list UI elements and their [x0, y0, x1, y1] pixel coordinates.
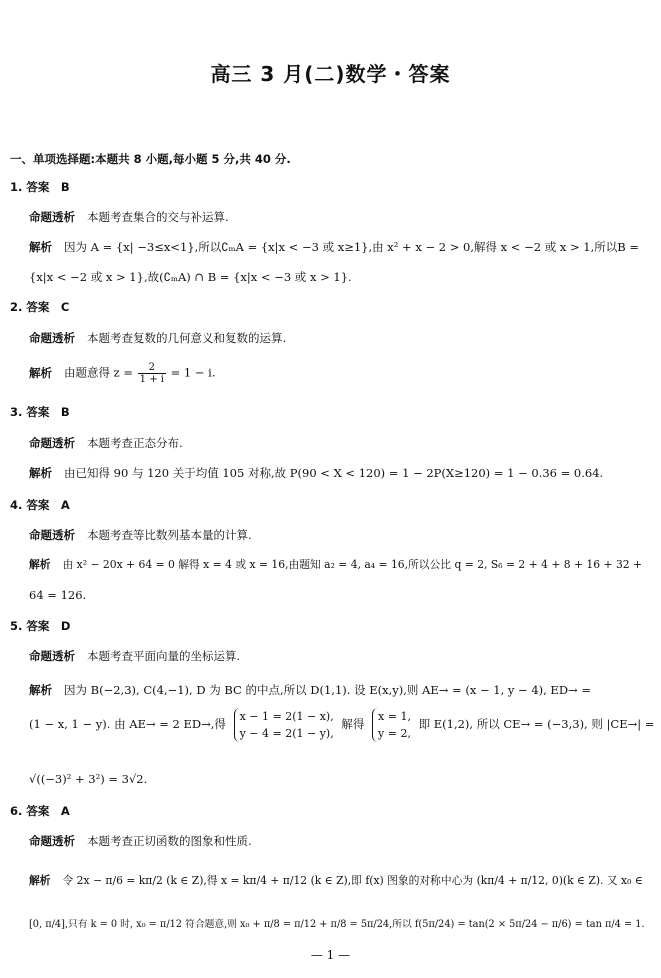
- q4-intent-label: 命题透析: [29, 528, 75, 542]
- q5-solution-line2: [29, 708, 654, 742]
- q5-system-1: [234, 708, 334, 742]
- q4-solution-text1: 由 x² − 20x + 64 = 0 解得 x = 4 或 x = 16,由题知 a₂ = 4, a₄ = 16,所以公比 q = 2, S₆ = 2 + 4 + 8 + 16 + 32 +: [62, 558, 643, 571]
- q5-sys1-eq1: x − 1 = 2(1 − x),: [239, 710, 334, 723]
- q3-solution-text: 由已知得 90 与 120 关于均值 105 对称,故 P(90 < X < 120) = 1 − 2P(X≥120) = 1 − 0.36 = 0.64.: [64, 466, 604, 480]
- q4-intent: [29, 528, 252, 542]
- q6-solution-line1: [29, 874, 643, 888]
- q5-intent: [29, 649, 240, 663]
- page-number: — 1 —: [310, 948, 351, 962]
- q3-intent-text: 本题考查正态分布.: [87, 436, 183, 450]
- q5-solution-text1: 因为 B(−2,3), C(4,−1), D 为 BC 的中点,所以 D(1,1). 设 E(x,y),则 AE→ = (x − 1, y − 4), ED→ =: [64, 683, 591, 697]
- q3-intent: [29, 436, 183, 450]
- q3-intent-label: 命题透析: [29, 436, 75, 450]
- q3-answer: 3. 答案 B: [10, 405, 70, 419]
- q4-solution-label: 解析: [29, 558, 51, 571]
- q1-intent-label: 命题透析: [29, 210, 75, 224]
- q5-system-2: [372, 708, 411, 742]
- q1-answer: 1. 答案 B: [10, 180, 70, 194]
- q5-solution-line1: [29, 683, 591, 697]
- q6-intent: [29, 834, 252, 848]
- q4-solution-line2: 64 = 126.: [29, 588, 87, 602]
- q1-solution-label: 解析: [29, 240, 52, 254]
- q2-intent-text: 本题考查复数的几何意义和复数的运算.: [87, 331, 287, 345]
- q2-fraction: [138, 362, 166, 385]
- q5-intent-text: 本题考查平面向量的坐标运算.: [87, 649, 241, 663]
- q4-answer: 4. 答案 A: [10, 498, 70, 512]
- q2-frac-den: 1 + i: [139, 374, 164, 385]
- q6-solution-label: 解析: [29, 874, 51, 887]
- q5-solution-text2b: 解得: [341, 717, 365, 731]
- q1-solution-text1: 因为 A = {x| −3≤x<1},所以∁ₘA = {x|x < −3 或 x≥1},由 x² + x − 2 > 0,解得 x < −2 或 x > 1,所以B =: [64, 240, 640, 254]
- q5-solution-line3: √((−3)² + 3²) = 3√2.: [29, 772, 148, 786]
- q2-solution-pre: 由题意得 z =: [64, 365, 134, 380]
- q1-intent-text: 本题考查集合的交与补运算.: [87, 210, 229, 224]
- q5-solution-text2a: (1 − x, 1 − y). 由 AE→ = 2 ED→,得: [29, 717, 226, 731]
- q1-solution-line1: [29, 240, 639, 254]
- q5-sys2-eq2: y = 2,: [378, 727, 411, 740]
- q6-solution-line2: [0, π/4],只有 k = 0 时, x₀ = π/12 符合题意,则 x₀ + π/8 = π/12 + π/8 = 5π/24,所以 f(5π/24) = tan(2 × 5π/24 − π/6) = tan π/4 = 1.: [29, 919, 645, 930]
- q1-solution-line2: {x|x < −2 或 x > 1},故(∁ₘA) ∩ B = {x|x < −3 或 x > 1}.: [29, 270, 352, 284]
- q1-intent: [29, 210, 229, 224]
- q6-answer: 6. 答案 A: [10, 804, 70, 818]
- q5-solution-text2c: 即 E(1,2), 所以 CE→ = (−3,3), 则 |CE→| =: [418, 717, 655, 731]
- q5-sys2-eq1: x = 1,: [378, 710, 411, 723]
- q5-solution-label: 解析: [29, 683, 52, 697]
- q6-intent-text: 本题考查正切函数的图象和性质.: [87, 834, 252, 848]
- q4-solution-line1: [29, 558, 642, 572]
- q3-solution: [29, 466, 603, 480]
- q2-solution: [29, 362, 216, 385]
- q2-frac-num: 2: [138, 362, 166, 374]
- q2-answer: 2. 答案 C: [10, 300, 70, 314]
- q5-sys1-eq2: y − 4 = 2(1 − y),: [239, 727, 334, 740]
- q6-solution-text1: 令 2x − π/6 = kπ/2 (k ∈ Z),得 x = kπ/4 + π/12 (k ∈ Z),即 f(x) 图象的对称中心为 (kπ/4 + π/12, 0)(k ∈ Z). 又 x₀ ∈: [62, 874, 643, 887]
- q2-intent-label: 命题透析: [29, 331, 75, 345]
- q4-intent-text: 本题考查等比数列基本量的计算.: [87, 528, 252, 542]
- page-title: 高三 3 月(二)数学・答案: [210, 62, 451, 86]
- section-heading: 一、单项选择题:本题共 8 小题,每小题 5 分,共 40 分.: [10, 152, 291, 166]
- q2-intent: [29, 331, 286, 345]
- q6-intent-label: 命题透析: [29, 834, 75, 848]
- q3-solution-label: 解析: [29, 466, 52, 480]
- q2-solution-label: 解析: [29, 365, 52, 380]
- q5-answer: 5. 答案 D: [10, 619, 71, 633]
- q2-solution-post: = 1 − i.: [170, 365, 216, 380]
- q5-intent-label: 命题透析: [29, 649, 75, 663]
